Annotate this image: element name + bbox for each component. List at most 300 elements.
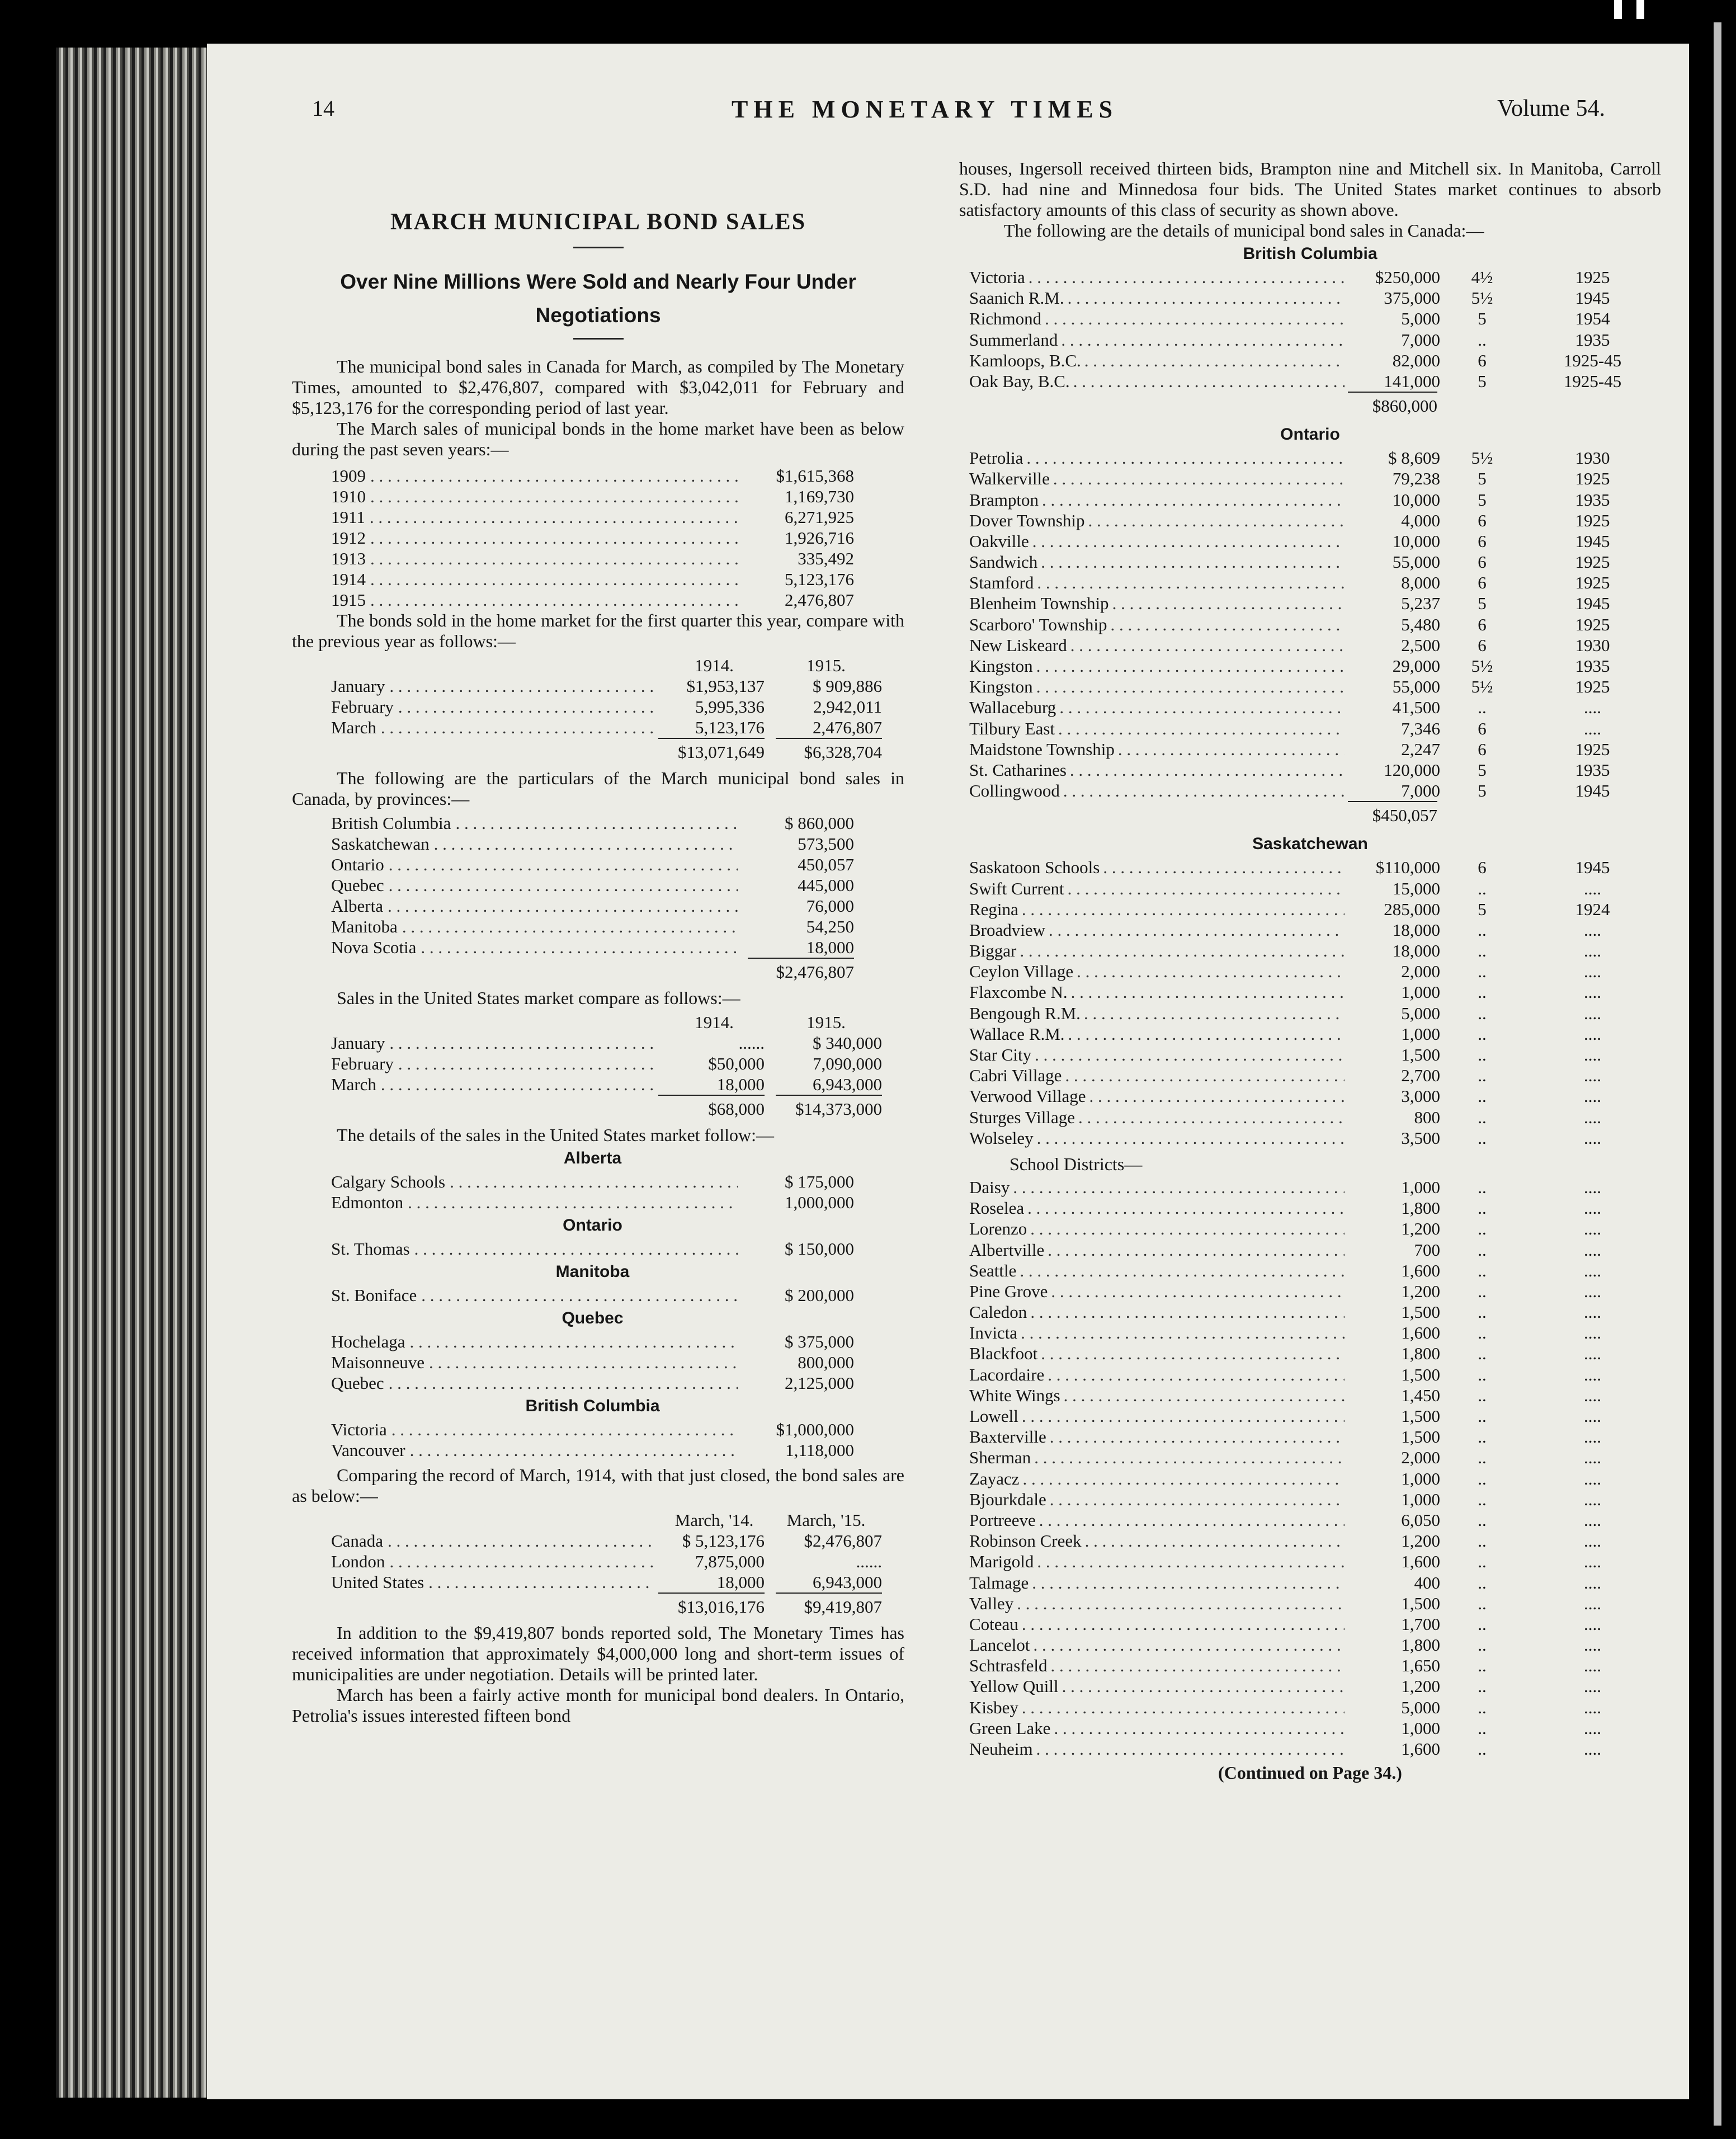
school-row-rate: .. [1478,1510,1487,1530]
school-row [959,1614,1661,1634]
quarter-row-value-2: 2,476,807 [813,718,882,737]
col-1914: 1914. [695,656,734,675]
masthead: THE MONETARY TIMES [732,96,1119,123]
ontario-row-maturity: 1925 [1575,510,1610,530]
us-detail-row [331,1352,854,1373]
ontario-row-rate: 6 [1478,552,1487,572]
saskatchewan-row-maturity: .... [1584,878,1601,898]
leader-dots [1027,1198,1345,1218]
leader-dots [1084,1003,1345,1024]
ontario-row [959,760,1661,780]
saskatchewan-row-rate: .. [1478,1024,1487,1044]
school-row-amount: 1,000 [1401,1468,1440,1488]
us-detail-row [331,1373,854,1393]
school-row-amount: 5,000 [1401,1697,1440,1717]
saskatchewan-row-rate: .. [1478,1128,1487,1148]
leader-dots [370,548,738,569]
quarter-row [331,696,882,717]
leader-dots [1063,780,1345,801]
right-column [959,158,1661,1783]
school-row [959,1551,1661,1572]
us-detail-row [331,1440,854,1460]
bc-row [959,350,1661,371]
us-row [331,1033,882,1053]
school-row-label: Kisbey [969,1697,1018,1717]
ontario-row-amount: 5,237 [1401,593,1440,614]
school-row [959,1406,1661,1426]
saskatchewan-row [959,920,1661,940]
school-row-maturity: .... [1584,1281,1601,1301]
school-row-label: Sherman [969,1448,1031,1468]
leader-dots [1111,614,1345,635]
paragraph-2: The March sales of municipal bonds in the home market have been as below during the past seven years:— [292,418,904,459]
saskatchewan-row-label: Sturges Village [969,1107,1075,1127]
col-1914: 1914. [695,1012,734,1032]
ontario-row [959,468,1661,489]
province-row [331,896,854,916]
leader-dots [381,717,654,738]
leader-dots [389,875,738,896]
leader-dots [1039,1510,1345,1530]
compare-row-value-1: $ 5,123,176 [682,1531,765,1551]
leader-dots [1032,531,1345,552]
ontario-row-amount: 10,000 [1392,489,1440,510]
total-1914: $68,000 [658,1095,765,1120]
school-row [959,1593,1661,1614]
saskatchewan-row-amount: 5,000 [1401,1003,1440,1023]
school-districts-heading: School Districts— [1009,1153,1143,1174]
us-detail-heading: Ontario [563,1216,622,1235]
ontario-row [959,656,1661,676]
province-row-label: Manitoba [331,917,398,936]
saskatchewan-row-maturity: .... [1584,962,1601,982]
ontario-row-maturity: 1935 [1575,489,1610,510]
us-detail-heading: British Columbia [525,1397,660,1415]
saskatchewan-row-label: Flaxcombe N. [969,982,1068,1002]
school-row-label: Talmage [969,1572,1029,1593]
saskatchewan-row [959,940,1661,961]
page-edge [1714,22,1721,2126]
saskatchewan-row-rate: .. [1478,878,1487,898]
saskatchewan-row-amount: 1,500 [1401,1045,1440,1064]
saskatchewan-row-maturity: .... [1584,1086,1601,1106]
bc-row-amount: 141,000 [1384,371,1440,391]
saskatchewan-row-rate: .. [1478,1066,1487,1086]
leader-dots [389,1033,654,1053]
school-row-rate: .. [1478,1593,1487,1613]
ontario-row-rate: 5½ [1471,677,1493,697]
ontario-row-label: New Liskeard [969,635,1067,655]
school-row-label: Marigold [969,1552,1034,1572]
leader-dots [389,1551,654,1572]
school-row-rate: .. [1478,1281,1487,1301]
school-row-rate: .. [1478,1323,1487,1343]
bc-row-rate: 6 [1478,350,1487,370]
leader-dots [455,813,738,833]
us-row-value-1: $50,000 [708,1054,765,1073]
school-row-amount: 1,600 [1401,1323,1440,1343]
paragraph-8: In addition to the $9,419,807 bonds reported sold, The Monetary Times has received information that approximately $4,000,000 long and short-term issues of municipalities are under negotiation. Details will be printed later. [292,1623,904,1684]
saskatchewan-row-amount: 2,000 [1401,962,1440,982]
leader-dots [1062,1676,1345,1697]
total-1914: $13,071,649 [658,738,765,764]
saskatchewan-row-label: Star City [969,1045,1032,1064]
bc-row [959,371,1661,392]
ontario-row [959,531,1661,552]
ontario-row [959,718,1661,739]
ontario-row-rate: 6 [1478,739,1487,759]
school-row-amount: 1,000 [1401,1177,1440,1197]
bc-row [959,329,1661,350]
compare-row-value-2: ...... [856,1552,882,1571]
quarter-row-label: February [331,697,394,717]
school-row-amount: 1,450 [1401,1385,1440,1405]
bc-row-label: Richmond [969,309,1042,329]
school-row-rate: .. [1478,1718,1487,1738]
school-row-label: Valley [969,1593,1014,1613]
us-detail-label: Victoria [331,1420,387,1439]
leader-dots [1037,572,1345,593]
school-row-label: Bjourkdale [969,1489,1046,1509]
saskatchewan-row-rate: .. [1478,1003,1487,1023]
school-row-amount: 1,800 [1401,1198,1440,1218]
bc-row-maturity: 1945 [1575,288,1610,308]
article-title: MARCH MUNICIPAL BOND SALES [390,209,806,235]
leader-dots [1112,593,1345,614]
province-row-label: Alberta [331,896,383,916]
leader-dots [1022,899,1345,920]
province-row-amount: 445,000 [798,875,854,895]
leader-dots [450,1171,738,1192]
leader-dots [1045,308,1345,329]
us-detail-amount: $ 150,000 [785,1239,854,1259]
saskatchewan-row-amount: 1,000 [1401,982,1440,1002]
school-row-maturity: .... [1584,1260,1601,1280]
school-row-label: Caledon [969,1302,1027,1322]
leader-dots [1058,718,1345,739]
bc-row-amount: 82,000 [1392,350,1440,370]
paragraph-6: The details of the sales in the United States market follow:— [337,1125,775,1145]
film-mark [1636,0,1644,19]
bc-row [959,288,1661,308]
leader-dots [370,507,738,527]
quarter-row-value-1: $1,953,137 [686,676,765,696]
school-row-label: Coteau [969,1614,1018,1634]
leader-dots [1053,468,1345,489]
ontario-row-maturity: 1925 [1575,677,1610,697]
leader-dots [1022,1614,1345,1634]
school-row-label: Schtrasfeld [969,1656,1048,1676]
school-row-maturity: .... [1584,1718,1601,1738]
school-row-maturity: .... [1584,1697,1601,1717]
leader-dots [421,1285,738,1306]
compare-row [331,1551,882,1572]
province-row-label: Nova Scotia [331,937,417,957]
us-detail-row [331,1192,854,1213]
school-row-maturity: .... [1584,1468,1601,1488]
paragraph-9-continued: houses, Ingersoll received thirteen bids, Brampton nine and Mitchell six. In Manitoba, Carroll S.D. had nine and Minnedosa four bids. The United States market continues to absorb satisfactory amounts of this class of security as shown above. [959,158,1661,220]
subtitle-rule [573,338,624,340]
ontario-row-label: Dover Township [969,510,1085,530]
school-row [959,1489,1661,1510]
school-row [959,1177,1661,1198]
saskatchewan-row-rate: 6 [1478,858,1487,878]
continued-note: (Continued on Page 34.) [1218,1763,1402,1783]
leader-dots [1032,1572,1345,1593]
subtitle-line2: Negotiations [535,304,661,327]
saskatchewan-row [959,1128,1661,1148]
saskatchewan-row-rate: .. [1478,941,1487,961]
leader-dots [1071,982,1345,1002]
ontario-row-rate: 6 [1478,510,1487,530]
us-detail-amount: $1,000,000 [776,1420,854,1439]
school-row-amount: 2,000 [1401,1448,1440,1468]
province-row-amount: 573,500 [798,834,854,854]
leader-dots [1013,1177,1345,1198]
leader-dots [1037,1128,1345,1148]
bc-row-maturity: 1925-45 [1563,350,1622,370]
school-row [959,1322,1661,1343]
compare-row-label: London [331,1552,385,1571]
school-row [959,1343,1661,1364]
year-row [331,465,854,486]
saskatchewan-row-label: Ceylon Village [969,962,1074,982]
years-table [292,460,904,610]
saskatchewan-row-label: Wolseley [969,1128,1034,1148]
school-row-rate: .. [1478,1676,1487,1697]
us-detail-label: Edmonton [331,1193,404,1212]
us-row-label: March [331,1075,376,1094]
year-row [331,507,854,527]
us-detail-row [331,1238,854,1259]
total-march-15: $9,419,807 [776,1593,882,1618]
ontario-row-rate: 6 [1478,573,1487,593]
ontario-row-amount: 8,000 [1401,573,1440,593]
school-row-label: Green Lake [969,1718,1051,1738]
school-row-label: Robinson Creek [969,1531,1082,1551]
ontario-row-label: Kingston [969,677,1033,697]
saskatchewan-row-rate: .. [1478,1045,1487,1064]
ontario-row-label: Kingston [969,656,1033,676]
leader-dots [402,916,738,937]
leader-dots [1048,1240,1345,1260]
ontario-table [959,447,1661,801]
ontario-row-rate: 6 [1478,718,1487,738]
leader-dots [1073,371,1345,392]
paragraph-10: The following are the details of municipal bond sales in Canada:— [1004,220,1484,241]
leader-dots [1050,1489,1345,1510]
ontario-row-rate: .. [1478,698,1487,718]
school-row-rate: .. [1478,1260,1487,1280]
leader-dots [1036,656,1345,676]
leader-dots [1068,1024,1345,1044]
school-row [959,1676,1661,1697]
ontario-row-amount: 4,000 [1401,510,1440,530]
school-row-maturity: .... [1584,1510,1601,1530]
bc-row-amount: 7,000 [1401,329,1440,350]
paragraph-7: Comparing the record of March, 1914, with that just closed, the bond sales are as below:— [292,1465,904,1506]
school-districts-table [959,1177,1661,1759]
leader-dots [1041,1343,1345,1364]
compare-row-value-2: $2,476,807 [804,1531,882,1551]
compare-row-value-2: 6,943,000 [813,1572,882,1592]
compare-row-value-1: 18,000 [716,1572,765,1592]
school-row-amount: 6,050 [1401,1510,1440,1530]
ontario-row-rate: 6 [1478,635,1487,655]
us-detail-label: Calgary Schools [331,1172,446,1191]
leader-dots [1022,1406,1345,1426]
saskatchewan-row-amount: 800 [1414,1107,1440,1127]
school-row-amount: 1,700 [1401,1614,1440,1634]
ontario-row-maturity: 1930 [1575,448,1610,468]
school-row [959,1447,1661,1468]
leader-dots [1054,1718,1345,1738]
school-row-label: Lancelot [969,1635,1030,1655]
school-row-amount: 1,500 [1401,1302,1440,1322]
province-row-label: Saskatchewan [331,834,430,854]
school-row [959,1655,1661,1676]
year-row-amount: $1,615,368 [776,466,854,486]
year-row [331,548,854,569]
col-1915: 1915. [806,656,846,675]
ontario-row-rate: 5 [1478,469,1487,489]
leader-dots [429,1352,738,1373]
leader-dots [370,569,738,590]
school-row-label: Pine Grove [969,1281,1048,1301]
province-row [331,875,854,896]
ontario-row-rate: 6 [1478,614,1487,634]
saskatchewan-row-label: Regina [969,899,1018,919]
school-row [959,1738,1661,1759]
school-row-maturity: .... [1584,1552,1601,1572]
year-row-label: 1912 [331,528,366,548]
school-row-maturity: .... [1584,1385,1601,1405]
saskatchewan-row-amount: $110,000 [1375,858,1440,878]
year-row-amount: 1,169,730 [785,487,854,506]
year-row [331,569,854,590]
bc-row-maturity: 1954 [1575,309,1610,329]
leader-dots [1070,760,1345,780]
leader-dots [1030,1302,1345,1322]
saskatchewan-row-maturity: .... [1584,1024,1601,1044]
school-row [959,1718,1661,1738]
us-detail-label: Maisonneuve [331,1353,425,1372]
bc-row-label: Victoria [969,267,1025,287]
province-row-label: British Columbia [331,813,451,833]
school-row-maturity: .... [1584,1656,1601,1676]
ontario-row-amount: 55,000 [1392,552,1440,572]
school-row-rate: .. [1478,1302,1487,1322]
bc-row-amount: 5,000 [1401,309,1440,329]
bc-total-value: $860,000 [1348,392,1437,417]
col-1915: 1915. [806,1012,846,1032]
leader-dots [388,1530,654,1551]
leader-dots [1034,1447,1345,1468]
year-row-amount: 2,476,807 [785,590,854,610]
leader-dots [1022,1697,1345,1718]
leader-dots [1077,961,1345,982]
leader-dots [1022,1468,1345,1489]
leader-dots [1026,447,1345,468]
paragraph-4: The following are the particulars of the March municipal bond sales in Canada, by provinces:— [292,768,904,809]
leader-dots [389,854,738,875]
compare-row [331,1572,882,1593]
school-row-maturity: .... [1584,1406,1601,1426]
saskatchewan-row-amount: 285,000 [1384,899,1440,919]
province-row-amount: 18,000 [806,937,854,957]
leader-dots [1036,676,1345,697]
leader-dots [1033,1634,1345,1655]
school-row-rate: .. [1478,1448,1487,1468]
saskatchewan-row-maturity: .... [1584,920,1601,940]
saskatchewan-row-maturity: .... [1584,1128,1601,1148]
ontario-row-rate: 5 [1478,489,1487,510]
saskatchewan-row [959,1086,1661,1106]
school-row-rate: .. [1478,1219,1487,1239]
school-row-amount: 1,500 [1401,1406,1440,1426]
saskatchewan-row [959,899,1661,920]
us-detail-amount: $ 175,000 [785,1172,854,1191]
us-row-label: January [331,1033,385,1053]
saskatchewan-row-label: Wallace R.M. [969,1024,1065,1044]
school-row-rate: .. [1478,1697,1487,1717]
ontario-row-maturity: 1930 [1575,635,1610,655]
compare-row [331,1530,882,1551]
bc-row-label: Kamloops, B.C. [969,350,1081,370]
saskatchewan-row-rate: .. [1478,962,1487,982]
ontario-row [959,635,1661,656]
school-row [959,1302,1661,1322]
quarter-table [292,652,904,764]
left-column [292,164,904,1726]
total-1915: $14,373,000 [776,1095,882,1120]
school-row-maturity: .... [1584,1489,1601,1509]
leader-dots [1078,1107,1345,1128]
ontario-row-maturity: 1925 [1575,469,1610,489]
ontario-row [959,593,1661,614]
province-row-amount: 76,000 [806,896,854,916]
us-detail-amount: 1,000,000 [785,1193,854,1212]
school-row-label: Zayacz [969,1468,1020,1488]
us-row-value-1: 18,000 [716,1075,765,1094]
saskatchewan-row-amount: 15,000 [1392,878,1440,898]
school-row-amount: 1,000 [1401,1489,1440,1509]
saskatchewan-row-rate: 5 [1478,899,1487,919]
leader-dots [1118,739,1345,760]
school-row [959,1697,1661,1718]
saskatchewan-row-maturity: .... [1584,1003,1601,1023]
ontario-row [959,510,1661,531]
saskatchewan-row [959,1065,1661,1086]
ontario-row [959,780,1661,801]
film-mark [1614,0,1622,19]
leader-dots [1020,940,1345,961]
leader-dots [1068,878,1345,899]
ontario-row-amount: 5,480 [1401,614,1440,634]
ontario-row-maturity: 1925 [1575,573,1610,593]
us-detail-amount: 2,125,000 [785,1373,854,1393]
leader-dots [370,465,738,486]
subtitle-line1: Over Nine Millions Were Sold and Nearly Four Under [340,270,856,293]
school-row-rate: .. [1478,1427,1487,1447]
quarter-row [331,676,882,696]
bc-total [959,392,1661,417]
province-row [331,937,854,958]
school-row-amount: 1,200 [1401,1531,1440,1551]
us-row [331,1074,882,1095]
school-row [959,1281,1661,1302]
leader-dots [1042,489,1345,510]
